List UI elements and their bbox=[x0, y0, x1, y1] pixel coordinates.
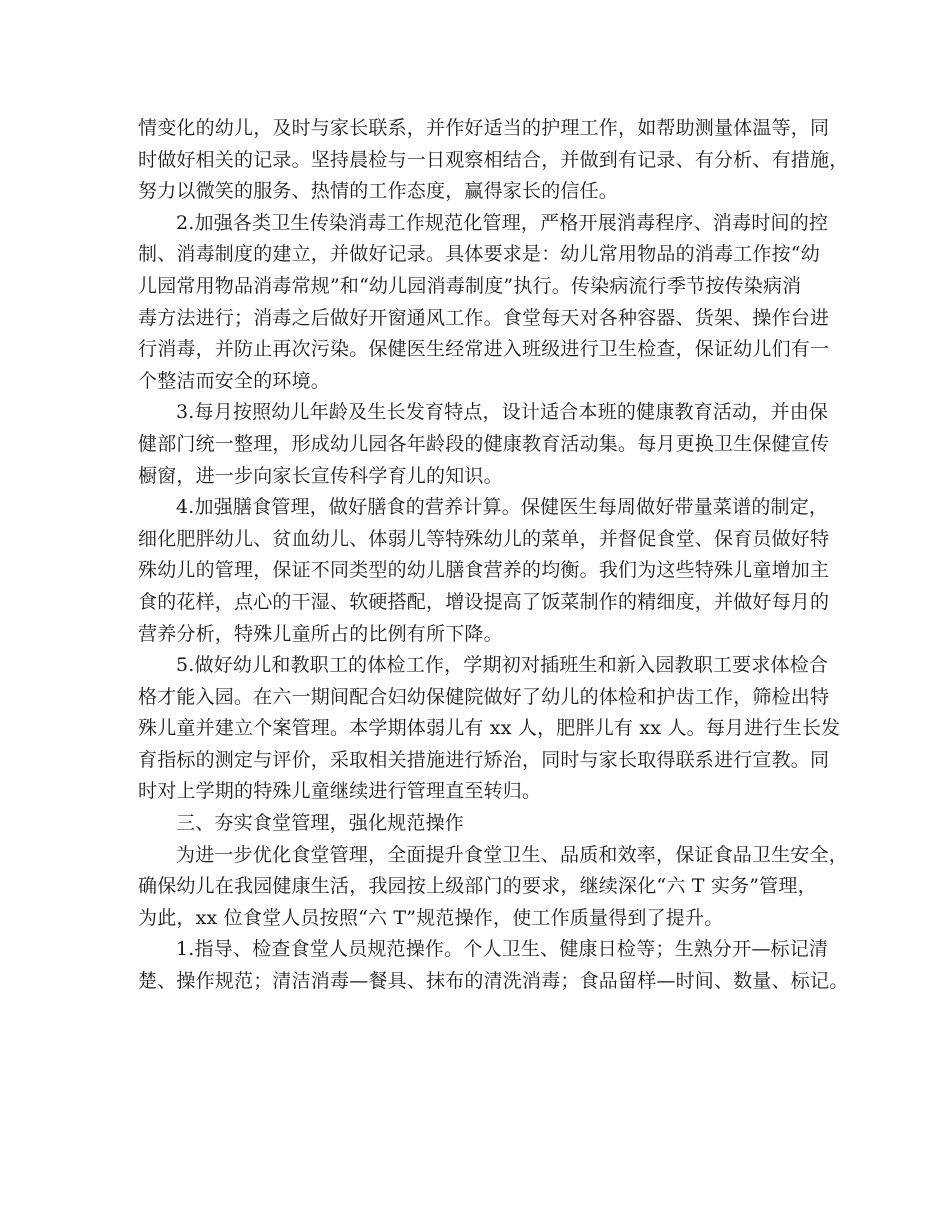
paragraph-item-5 bbox=[138, 650, 841, 808]
text-line: 个整洁而安全的环境。 bbox=[138, 369, 331, 392]
text-line: 1.指导、检查食堂人员规范操作。个人卫生、健康日检等；生熟分开—标记清 bbox=[176, 938, 829, 961]
text-line: 格才能入园。在六一期间配合妇幼保健院做好了幼儿的体检和护齿工作，筛检出特 bbox=[138, 685, 830, 708]
text-line: 儿园常用物品消毒常规”和“幼儿园消毒制度”执行。传染病流行季节按传染病消 bbox=[138, 274, 802, 297]
text-line: 育指标的测定与评价，采取相关措施进行矫治，同时与家长取得联系进行宣教。同 bbox=[138, 748, 830, 771]
text-line: 确保幼儿在我园健康生活，我园按上级部门的要求，继续深化“六 T 实务”管理， bbox=[138, 875, 817, 898]
text-line: 情变化的幼儿，及时与家长联系，并作好适当的护理工作，如帮助测量体温等，同 bbox=[138, 117, 830, 139]
text-line: 殊儿童并建立个案管理。本学期体弱儿有 xx 人，肥胖儿有 xx 人。每月进行生长发 bbox=[138, 717, 841, 740]
text-line: 楚、操作规范；清洁消毒—餐具、抹布的清洗消毒；食品留样—时间、数量、标记。 bbox=[138, 970, 849, 993]
paragraph-intro bbox=[138, 840, 849, 872]
text-line: 4.加强膳食管理，做好膳食的营养计算。保健医生每周做好带量菜谱的制定， bbox=[176, 496, 829, 519]
text-line: 制、消毒制度的建立，并做好记录。具体要求是：幼儿常用物品的消毒工作按“幼 bbox=[138, 243, 820, 266]
paragraph-continued bbox=[138, 113, 849, 208]
text-line: 细化肥胖幼儿、贫血幼儿、体弱儿等特殊幼儿的菜单，并督促食堂、保育员做好特 bbox=[138, 527, 830, 550]
text-line: 食的花样，点心的干湿、软硬搭配，增设提高了饭菜制作的精细度，并做好每月的 bbox=[138, 590, 830, 613]
paragraph-canteen-item-1-continued bbox=[138, 966, 849, 998]
text-line: 健部门统一整理，形成幼儿园各年龄段的健康教育活动集。每月更换卫生保健宣传 bbox=[138, 432, 830, 455]
text-line: 2.加强各类卫生传染消毒工作规范化管理，严格开展消毒程序、消毒时间的控 bbox=[176, 211, 829, 234]
text-line: 橱窗，进一步向家长宣传科学育儿的知识。 bbox=[138, 464, 503, 487]
paragraph-item-3 bbox=[138, 397, 830, 492]
paragraph-canteen-item-1 bbox=[138, 934, 829, 966]
text-line: 殊幼儿的管理，保证不同类型的幼儿膳食营养的均衡。我们为这些特殊儿童增加主 bbox=[138, 559, 830, 582]
text-line: 3.每月按照幼儿年龄及生长发育特点，设计适合本班的健康教育活动，并由保 bbox=[176, 401, 829, 424]
text-line: 努力以微笑的服务、热情的工作态度，赢得家长的信任。 bbox=[138, 180, 619, 203]
text-line: 时对上学期的特殊儿童继续进行管理直至转归。 bbox=[138, 780, 542, 803]
text-line: 5.做好幼儿和教职工的体检工作，学期初对插班生和新入园教职工要求体检合 bbox=[176, 654, 829, 677]
text-line: 营养分析，特殊儿童所占的比例有所下降。 bbox=[138, 622, 503, 645]
text-line: 行消毒，并防止再次污染。保健医生经常进入班级进行卫生检查，保证幼儿们有一 bbox=[138, 338, 830, 361]
heading-line: 三、夯实食堂管理，强化规范操作 bbox=[176, 812, 465, 835]
text-line: 为此，xx 位食堂人员按照“六 T”规范操作，使工作质量得到了提升。 bbox=[138, 906, 724, 929]
section-heading bbox=[138, 808, 812, 840]
text-line: 为进一步优化食堂管理，全面提升食堂卫生、品质和效率，保证食品卫生安全， bbox=[176, 843, 849, 866]
paragraph-intro-continued bbox=[138, 871, 817, 934]
text-line: 时做好相关的记录。坚持晨检与一日观察相结合，并做到有记录、有分析、有措施， bbox=[138, 148, 849, 171]
paragraph-item-2 bbox=[138, 208, 830, 398]
paragraph-item-4 bbox=[138, 492, 830, 650]
text-line: 毒方法进行；消毒之后做好开窗通风工作。食堂每天对各种容器、货架、操作台进 bbox=[138, 306, 830, 329]
